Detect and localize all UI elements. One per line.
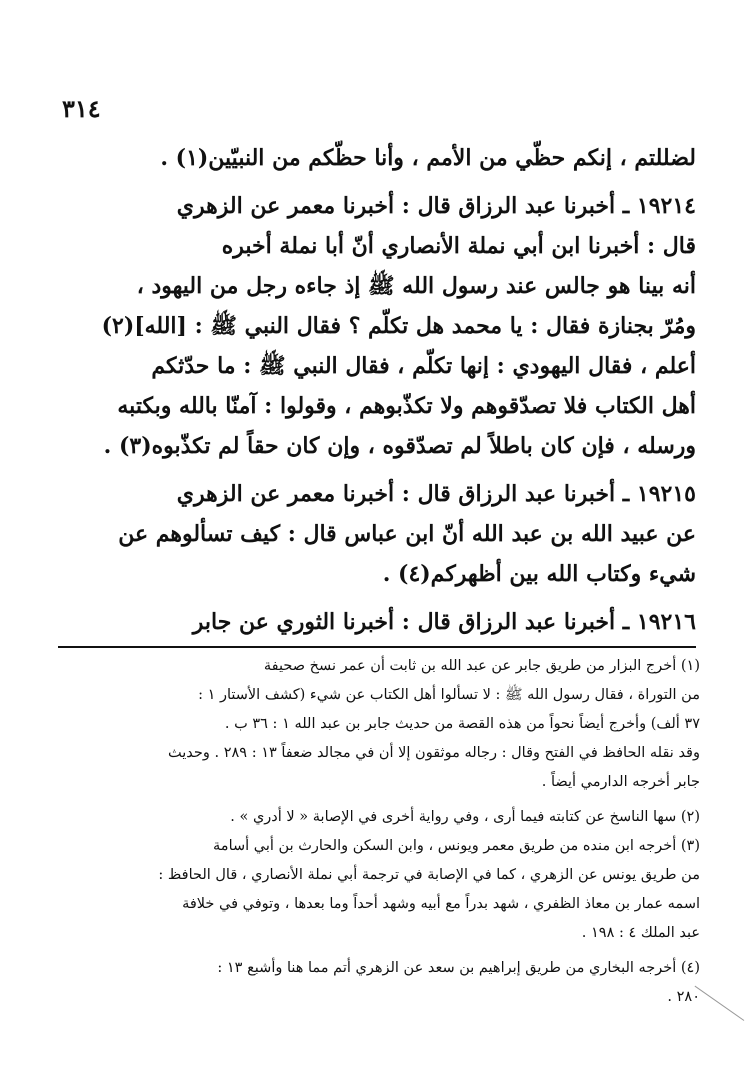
scan-edge-mark — [695, 986, 745, 1021]
text-line: أنه بينا هو جالس عند رسول الله ﷺ إذ جاءه رجل من اليهود ، — [136, 273, 696, 299]
footnote-line: جابر أخرجه الدارمي أيضاً . — [541, 774, 700, 790]
footnote-2-line: (٢) سها الناسخ عن كتابته فيما أرى ، وفي رواية أخرى في الإصابة « لا أدري » . — [230, 809, 700, 825]
footnotes — [50, 652, 700, 1012]
hadith-19216-line: ١٩٢١٦ ـ أخبرنا عبد الرزاق قال : أخبرنا الثوري عن جابر — [192, 609, 696, 635]
text-line: قال : أخبرنا ابن أبي نملة الأنصاري أنّ أبا نملة أخبره — [221, 233, 696, 259]
footnote-line: اسمه عمار بن معاذ الظفري ، شهد بدراً مع أبيه وشهد أحداً وما بعدها ، وتوفي في خلافة — [182, 896, 700, 912]
footnote-line: عبد الملك ٤ : ١٩٨ . — [581, 925, 700, 941]
text-line: أعلم ، فقال اليهودي : إنها تكلّم ، فقال النبي ﷺ : ما حدّثكم — [151, 353, 696, 379]
hadith-19214-line: ١٩٢١٤ ـ أخبرنا عبد الرزاق قال : أخبرنا معمر عن الزهري — [176, 193, 696, 219]
page-number: ٣١٤ — [62, 94, 101, 123]
text-line: ورسله ، فإن كان باطلاً لم تصدّقوه ، وإن كان حقاً لم تكذّبوه(٣) . — [103, 433, 696, 459]
text-line: عن عبيد الله بن عبد الله أنّ ابن عباس قال : كيف تسألوهم عن — [118, 521, 696, 547]
footnote-divider — [58, 646, 696, 648]
main-text — [58, 138, 696, 642]
text-line: شيء وكتاب الله بين أظهركم(٤) . — [382, 561, 696, 587]
footnote-line: وقد نقله الحافظ في الفتح وقال : رجاله موثقون إلا أن في مجالد ضعفاً ١٣ : ٢٨٩ . وحديث — [168, 745, 700, 761]
footnote-4-line: (٤) أخرجه البخاري من طريق إبراهيم بن سعد عن الزهري أتم مما هنا وأشبع ١٣ : — [217, 960, 700, 976]
text-line: ومُرّ بجنازة فقال : يا محمد هل تكلّم ؟ فقال النبي ﷺ : [الله](٢) — [101, 313, 696, 339]
footnote-line: ٣٧ ألف) وأخرج أيضاً نحواً من هذه القصة من حديث جابر بن عبد الله ١ : ٣٦ ب . — [224, 716, 700, 732]
text-line: لضللتم ، إنكم حظّي من الأمم ، وأنا حظّكم من النبيّين(١) . — [160, 145, 696, 171]
footnote-line: من التوراة ، فقال رسول الله ﷺ : لا تسألوا أهل الكتاب عن شيء (كشف الأستار ١ : — [198, 687, 700, 703]
text-line: أهل الكتاب فلا تصدّقوهم ولا تكذّبوهم ، وقولوا : آمنّا بالله وبكتبه — [117, 393, 696, 419]
footnote-3-line: (٣) أخرجه ابن منده من طريق معمر ويونس ، وابن السكن والحارث بن أبي أسامة — [213, 838, 700, 854]
footnote-line: من طريق يونس عن الزهري ، كما في الإصابة في ترجمة أبي نملة الأنصاري ، قال الحافظ : — [158, 867, 700, 883]
footnote-line: ٢٨٠ . — [667, 989, 700, 1005]
footnote-1-line: (١) أخرج البزار من طريق جابر عن عبد الله بن ثابت أن عمر نسخ صحيفة — [263, 658, 700, 674]
hadith-19215-line: ١٩٢١٥ ـ أخبرنا عبد الرزاق قال : أخبرنا معمر عن الزهري — [176, 481, 696, 507]
